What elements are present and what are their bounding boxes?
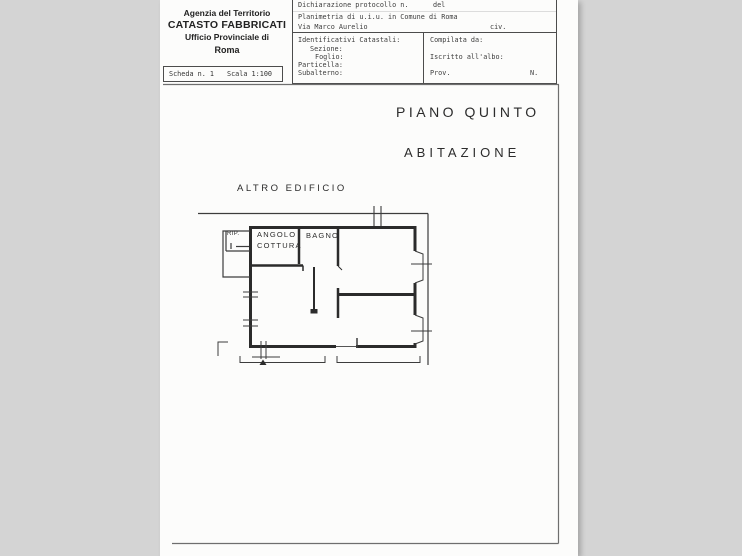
floor-plan-drawing — [160, 0, 578, 556]
entrance-ticks — [374, 206, 381, 229]
subalterno-label: Subalterno: — [298, 69, 344, 77]
sezione-label: Sezione: — [310, 45, 343, 53]
protocol-date-label: del — [433, 1, 446, 9]
balcony — [218, 338, 420, 363]
cadastre-title: CATASTO FABBRICATI — [167, 19, 287, 31]
agency-name: Agenzia del Territorio — [183, 8, 271, 18]
room-label-rip: RIP. — [227, 231, 240, 237]
office-city: Roma — [214, 45, 240, 55]
street-label: Via Marco Aurelio — [298, 23, 368, 31]
storage-closet — [223, 231, 250, 277]
n-label: N. — [530, 69, 539, 77]
partition-foot — [311, 309, 318, 314]
sheet-number: Scheda n. 1 — [169, 70, 215, 78]
compiled-by-label: Compilata da: — [430, 36, 484, 44]
foglio-label: Foglio: — [315, 53, 344, 61]
cadastral-ids-title: Identificativi Catastali: — [298, 36, 401, 44]
planimetry-line: Planimetria di u.i.u. in Comune di Roma — [298, 13, 458, 21]
sheet-scale: Scala 1:100 — [227, 70, 273, 78]
adjacent-building-label: ALTRO EDIFICIO — [237, 183, 347, 194]
particella-label: Particella: — [298, 61, 344, 69]
registered-label: Iscritto all'albo: — [430, 53, 504, 61]
civic-number-label: civ. — [490, 23, 507, 31]
document-page — [160, 0, 578, 556]
floor-title: PIANO QUINTO — [396, 104, 540, 120]
room-label-bagno: BAGNO — [306, 231, 340, 240]
room-label-angolo-cottura — [257, 230, 302, 251]
protocol-label: Dichiarazione protocollo n. — [298, 1, 409, 9]
prov-label: Prov. — [430, 69, 451, 77]
room-label-angolo-line2: COTTURA — [257, 240, 302, 250]
use-title: ABITAZIONE — [404, 145, 521, 160]
room-label-angolo-line1: ANGOLO — [257, 230, 297, 239]
provincial-office-label: Ufficio Provinciale di — [184, 32, 270, 42]
